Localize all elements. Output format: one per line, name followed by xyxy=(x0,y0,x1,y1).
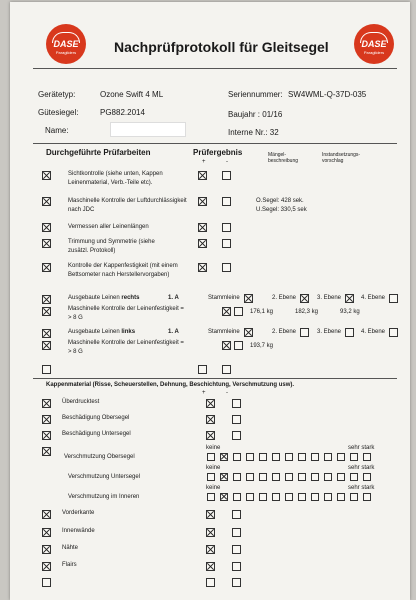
dase-logo-right xyxy=(354,24,394,64)
minus-header: - xyxy=(226,390,228,396)
scale-box-5[interactable] xyxy=(259,493,267,501)
scale-box-8[interactable] xyxy=(298,493,306,501)
row-label: Maschinelle Kontrolle der Luftdurchlässigkeit nach JDC xyxy=(68,198,187,213)
row-label: Verschmutzung Obersegel xyxy=(64,454,135,460)
scale-box-10[interactable] xyxy=(324,493,332,501)
row-label: Kontrolle der Kappenfestigkeit (mit einem Bettsometer nach Herstellervorgaben) xyxy=(68,263,178,278)
result-plus-checkbox[interactable] xyxy=(198,171,207,180)
scale-box-3[interactable] xyxy=(233,493,241,501)
result-minus-checkbox[interactable] xyxy=(232,510,241,519)
stammleine-label: Stammleine xyxy=(208,295,240,301)
dase-logo-left xyxy=(46,24,86,64)
scale-box-6[interactable] xyxy=(272,493,280,501)
baujahr: Baujahr : 01/16 xyxy=(228,110,283,119)
result-plus-checkbox[interactable] xyxy=(206,399,215,408)
result-plus-checkbox[interactable] xyxy=(198,239,207,248)
scale-box-9[interactable] xyxy=(311,473,319,481)
section-title-kappenmaterial: Kappenmaterial (Risse, Scheuerstellen, Dehnung, Beschichtung, Verschmutzung usw). xyxy=(46,382,295,388)
minus-header: - xyxy=(226,159,228,165)
ebene3-checkbox[interactable] xyxy=(345,328,354,337)
result-minus-checkbox[interactable] xyxy=(222,365,231,374)
leinen-links-label xyxy=(68,329,135,335)
row-checkbox[interactable] xyxy=(42,365,51,374)
row-checkbox[interactable] xyxy=(42,239,51,248)
scale-box-5[interactable] xyxy=(259,473,267,481)
leinen-rechts-pos: 1. A xyxy=(168,295,179,301)
leinen-links-pos: 1. A xyxy=(168,329,179,335)
scale-box-8[interactable] xyxy=(298,473,306,481)
logo-tagline: Paragliders xyxy=(363,50,385,55)
row-label: Beschädigung Obersegel xyxy=(62,415,130,421)
scale-box-7[interactable] xyxy=(285,453,293,461)
scale-box-10[interactable] xyxy=(324,473,332,481)
interne-nr: Interne Nr.: 32 xyxy=(228,128,279,137)
scale-box-10[interactable] xyxy=(324,453,332,461)
row-label: Überdrucktest xyxy=(62,399,100,405)
page-title: Nachprüfprotokoll für Gleitsegel xyxy=(114,39,329,55)
row-checkbox[interactable] xyxy=(42,447,51,456)
row-checkbox[interactable] xyxy=(42,545,51,554)
guetesiegel-value: PG882.2014 xyxy=(100,108,145,117)
result-plus-checkbox[interactable] xyxy=(206,431,215,440)
row-label: Verschmutzung Untersegel xyxy=(68,474,141,480)
row-checkbox[interactable] xyxy=(42,415,51,424)
divider xyxy=(33,143,397,144)
row-label: Innenwände xyxy=(62,528,95,534)
result-minus-checkbox[interactable] xyxy=(232,562,241,571)
row-label: Sichtkontrolle (siehe unten, Kappen Leinenmaterial, Verb.-Teile etc). xyxy=(68,171,163,186)
result-checkbox[interactable] xyxy=(222,307,231,316)
result-plus-checkbox[interactable] xyxy=(198,197,207,206)
row-checkbox[interactable] xyxy=(42,263,51,272)
scale-box-12[interactable] xyxy=(350,473,358,481)
plus-header: + xyxy=(202,390,206,396)
stammleine-label: Stammleine xyxy=(208,329,240,335)
scale-max-label: sehr stark xyxy=(348,465,375,471)
result-minus-checkbox[interactable] xyxy=(222,263,231,272)
guetesiegel-label: Gütesiegel: xyxy=(38,108,79,117)
result-minus-checkbox[interactable] xyxy=(222,223,231,232)
leinen-rechts-label xyxy=(68,295,139,301)
scale-box-11[interactable] xyxy=(337,473,345,481)
ebene4-checkbox[interactable] xyxy=(389,294,398,303)
scale-box-11[interactable] xyxy=(337,453,345,461)
result-plus-checkbox[interactable] xyxy=(206,545,215,554)
leinen-label-text: Ausgebaute Leinen xyxy=(68,329,122,335)
maengel-header: Mängel-beschreibung xyxy=(268,152,299,164)
result-minus-checkbox[interactable] xyxy=(222,197,231,206)
row-label: Maschinelle Kontrolle der Leinenfestigkeit = > 8 G xyxy=(68,340,184,355)
scale-box-12[interactable] xyxy=(350,453,358,461)
name-field-redacted xyxy=(110,122,186,137)
leinen-label-text: Ausgebaute Leinen xyxy=(68,295,122,301)
ebene4-label: 4. Ebene xyxy=(361,329,386,335)
result-plus-checkbox[interactable] xyxy=(206,578,215,587)
scale-box-13[interactable] xyxy=(363,473,371,481)
logo-brand: DASE xyxy=(361,39,387,49)
row-checkbox[interactable] xyxy=(42,329,51,338)
scale-box-11[interactable] xyxy=(337,493,345,501)
logo-brand: DASE xyxy=(53,39,79,49)
result-plus-checkbox[interactable] xyxy=(206,528,215,537)
section-title-pruefarbeiten: Durchgeführte Prüfarbeiten xyxy=(46,148,151,157)
row-label: Maschinelle Kontrolle der Leinenfestigkeit = > 8 G xyxy=(68,306,184,321)
scale-box-9[interactable] xyxy=(311,453,319,461)
result-minus-checkbox[interactable] xyxy=(232,431,241,440)
scale-box-13[interactable] xyxy=(363,453,371,461)
row-checkbox[interactable] xyxy=(42,510,51,519)
row-checkbox[interactable] xyxy=(42,223,51,232)
result-checkbox[interactable] xyxy=(222,341,231,350)
leinen-side: rechts xyxy=(121,295,140,301)
result-plus-checkbox[interactable] xyxy=(206,510,215,519)
rechts-ebene3-value: 93,2 kg xyxy=(340,309,360,315)
result-minus-checkbox[interactable] xyxy=(232,528,241,537)
row-label: Vorderkante xyxy=(62,510,95,516)
protocol-sheet xyxy=(10,2,410,600)
row-label: Nähte xyxy=(62,545,79,551)
row-checkbox[interactable] xyxy=(42,562,51,571)
result-minus-checkbox[interactable] xyxy=(232,399,241,408)
ebene4-label: 4. Ebene xyxy=(361,295,386,301)
stammleine-checkbox[interactable] xyxy=(244,328,253,337)
scale-box-7[interactable] xyxy=(285,473,293,481)
scale-box-8[interactable] xyxy=(298,453,306,461)
result-checkbox[interactable] xyxy=(234,307,243,316)
result-minus-checkbox[interactable] xyxy=(232,415,241,424)
logo-tagline: Paragliders xyxy=(55,50,77,55)
result-checkbox[interactable] xyxy=(234,341,243,350)
row-checkbox[interactable] xyxy=(42,341,51,350)
result-minus-checkbox[interactable] xyxy=(222,171,231,180)
ebene2-label: 2. Ebene xyxy=(272,295,297,301)
scale-box-1[interactable] xyxy=(207,493,215,501)
row-checkbox[interactable] xyxy=(42,295,51,304)
pruefergebnis-title: Prüfergebnis xyxy=(193,148,243,157)
row-label: Verschmutzung im Inneren xyxy=(68,494,140,500)
scale-box-3[interactable] xyxy=(233,473,241,481)
scale-max-label: sehr stark xyxy=(348,485,375,491)
plus-header: + xyxy=(202,159,206,165)
seriennummer-value: SW4WML-Q-37D-035 xyxy=(288,90,367,99)
row-checkbox[interactable] xyxy=(42,307,51,316)
name-label: Name: xyxy=(45,126,69,135)
scale-box-1[interactable] xyxy=(207,453,215,461)
ebene2-checkbox[interactable] xyxy=(300,328,309,337)
scale-min-label: keine xyxy=(206,445,221,451)
scale-box-2[interactable] xyxy=(220,453,228,461)
geraetetyp-label: Gerätetyp: xyxy=(38,90,76,99)
scale-box-2[interactable] xyxy=(220,473,228,481)
result-plus-checkbox[interactable] xyxy=(198,263,207,272)
scale-min-label: keine xyxy=(206,485,221,491)
rechts-ebene2-value: 182,3 kg xyxy=(295,309,319,315)
result-minus-checkbox[interactable] xyxy=(232,578,241,587)
scale-box-6[interactable] xyxy=(272,453,280,461)
scale-box-6[interactable] xyxy=(272,473,280,481)
ebene3-label: 3. Ebene xyxy=(317,295,342,301)
scale-box-2[interactable] xyxy=(220,493,228,501)
scale-box-1[interactable] xyxy=(207,473,215,481)
divider xyxy=(33,378,397,379)
scale-box-7[interactable] xyxy=(285,493,293,501)
untersegel-value: U.Segel: 330,5 sek xyxy=(256,207,307,213)
ebene2-label: 2. Ebene xyxy=(272,329,297,335)
scale-box-4[interactable] xyxy=(246,493,254,501)
scale-box-12[interactable] xyxy=(350,493,358,501)
ebene2-checkbox[interactable] xyxy=(300,294,309,303)
row-label: Vermessen aller Leinenlängen xyxy=(68,224,149,230)
geraetetyp-value: Ozone Swift 4 ML xyxy=(100,90,164,99)
scale-max-label: sehr stark xyxy=(348,445,375,451)
row-checkbox[interactable] xyxy=(42,197,51,206)
rechts-stammleine-value: 176,1 kg xyxy=(250,309,274,315)
result-minus-checkbox[interactable] xyxy=(222,239,231,248)
scale-box-3[interactable] xyxy=(233,453,241,461)
scale-box-4[interactable] xyxy=(246,473,254,481)
row-label: Trimmung und Symmetrie (siehe zusätzl. Protokoll) xyxy=(68,239,155,254)
scale-box-5[interactable] xyxy=(259,453,267,461)
divider xyxy=(33,68,397,69)
result-plus-checkbox[interactable] xyxy=(198,365,207,374)
result-plus-checkbox[interactable] xyxy=(198,223,207,232)
row-checkbox[interactable] xyxy=(42,528,51,537)
result-plus-checkbox[interactable] xyxy=(206,415,215,424)
result-minus-checkbox[interactable] xyxy=(232,545,241,554)
obersegel-value: O.Segel: 428 sek. xyxy=(256,198,304,204)
scale-box-13[interactable] xyxy=(363,493,371,501)
ebene3-label: 3. Ebene xyxy=(317,329,342,335)
scale-min-label: keine xyxy=(206,465,221,471)
leinen-side: links xyxy=(121,329,136,335)
result-plus-checkbox[interactable] xyxy=(206,562,215,571)
ebene4-checkbox[interactable] xyxy=(389,328,398,337)
stammleine-checkbox[interactable] xyxy=(244,294,253,303)
row-label: Beschädigung Untersegel xyxy=(62,431,131,437)
row-checkbox[interactable] xyxy=(42,399,51,408)
ebene3-checkbox[interactable] xyxy=(345,294,354,303)
row-checkbox[interactable] xyxy=(42,171,51,180)
seriennummer-label: Seriennummer: xyxy=(228,90,283,99)
row-checkbox[interactable] xyxy=(42,431,51,440)
instandsetzung-header: Instandsetzungs-vorschlag xyxy=(322,152,361,164)
row-label: Flairs xyxy=(62,562,77,568)
links-stammleine-value: 193,7 kg xyxy=(250,343,274,349)
scale-box-4[interactable] xyxy=(246,453,254,461)
row-checkbox[interactable] xyxy=(42,578,51,587)
scale-box-9[interactable] xyxy=(311,493,319,501)
